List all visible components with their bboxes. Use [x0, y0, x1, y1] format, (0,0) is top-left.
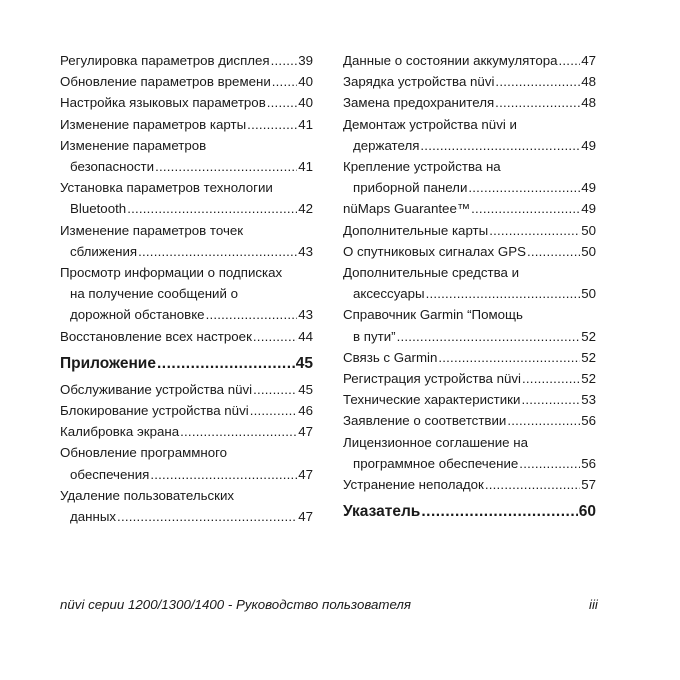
dot-leader — [471, 198, 580, 219]
toc-entry-title: Калибровка экрана — [60, 424, 180, 440]
toc-entry-title: Лицензионное соглашение на — [343, 434, 529, 450]
toc-entry-line — [60, 241, 313, 262]
toc-entry-line — [60, 352, 313, 376]
toc-entry-title: Удаление пользовательских — [60, 487, 235, 503]
toc-page-number: 50 — [581, 243, 596, 259]
toc-entry-title: дорожной обстановке — [70, 307, 205, 323]
dot-leader — [180, 421, 297, 442]
toc-entry-line — [343, 347, 596, 368]
toc-entry-line — [343, 50, 596, 71]
toc-entry-line — [60, 198, 313, 219]
dot-leader — [127, 198, 297, 219]
dot-leader — [495, 92, 580, 113]
toc-page-number: 52 — [581, 371, 596, 387]
toc-entry[interactable] — [60, 177, 313, 219]
toc-left-column — [60, 50, 313, 527]
toc-entry-title: программное обеспечение — [353, 455, 519, 471]
toc-entry-line — [60, 485, 313, 506]
toc-entry-line — [60, 400, 313, 421]
toc-section-heading[interactable] — [343, 500, 596, 524]
toc-entry-line — [343, 198, 596, 219]
toc-entry-line — [60, 464, 313, 485]
toc-entry-line — [60, 379, 313, 400]
toc-entry-line — [60, 262, 313, 283]
dot-leader — [267, 92, 297, 113]
toc-entry-line — [343, 114, 596, 135]
toc-entry[interactable] — [343, 262, 596, 304]
toc-entry[interactable] — [343, 198, 596, 219]
toc-entry-line — [60, 326, 313, 347]
toc-entry[interactable] — [343, 410, 596, 431]
toc-entry-line — [343, 156, 596, 177]
toc-entry-line — [60, 92, 313, 113]
toc-entry-title: Связь с Garmin — [343, 349, 438, 365]
toc-page-number: 49 — [581, 201, 596, 217]
dot-leader — [150, 464, 297, 485]
toc-entry-title: держателя — [353, 137, 420, 153]
dot-leader — [253, 326, 297, 347]
toc-entry-title: Демонтаж устройства nüvi и — [343, 116, 517, 132]
toc-page-number: 44 — [298, 328, 313, 344]
toc-section-heading[interactable] — [60, 352, 313, 376]
toc-page-number: 45 — [295, 354, 313, 372]
dot-leader — [495, 71, 580, 92]
toc-page-number: 52 — [581, 328, 596, 344]
toc-entry-title: Изменение параметров — [60, 137, 207, 153]
toc-entry-title: Замена предохранителя — [343, 95, 495, 111]
toc-entry-title: Установка параметров технологии — [60, 180, 273, 196]
dot-leader — [420, 135, 580, 156]
toc-entry-line — [343, 283, 596, 304]
toc-entry-title: в пути” — [353, 328, 396, 344]
toc-entry-line — [343, 410, 596, 431]
toc-page-number: 41 — [298, 116, 313, 132]
toc-entry[interactable] — [60, 400, 313, 421]
toc-entry-title: безопасности — [70, 159, 155, 175]
toc-entry-line — [60, 114, 313, 135]
toc-entry-line — [60, 283, 313, 304]
toc-page-number: 40 — [298, 74, 313, 90]
toc-entry[interactable] — [343, 114, 596, 156]
toc-entry-line — [343, 432, 596, 453]
dot-leader — [519, 453, 580, 474]
toc-entry[interactable] — [60, 442, 313, 484]
toc-page-number: 53 — [581, 392, 596, 408]
dot-leader — [426, 283, 581, 304]
toc-entry-title: Справочник Garmin “Помощь — [343, 307, 523, 323]
toc-entry-title: Устранение неполадок — [343, 477, 484, 493]
toc-page-number: 50 — [581, 222, 596, 238]
toc-entry-title: Изменение параметров точек — [60, 222, 244, 238]
toc-page-number: 56 — [581, 455, 596, 471]
toc-page-number: 52 — [581, 349, 596, 365]
toc-page-number: 43 — [298, 307, 313, 323]
toc-page-number: 49 — [581, 137, 596, 153]
toc-entry-title: обеспечения — [70, 466, 150, 482]
toc-entry-title: Заявление о соответствии — [343, 413, 507, 429]
dot-leader — [485, 474, 580, 495]
toc-entry-line — [343, 177, 596, 198]
toc-entry-title: данных — [70, 509, 117, 525]
toc-entry-title: Bluetooth — [70, 201, 127, 217]
toc-entry-line — [343, 389, 596, 410]
toc-entry[interactable] — [343, 368, 596, 389]
toc-entry-line — [60, 442, 313, 463]
dot-leader — [272, 71, 297, 92]
dot-leader — [250, 400, 298, 421]
footer-page-number: iii — [589, 597, 598, 612]
toc-entry-line — [343, 368, 596, 389]
toc-page-number: 60 — [578, 503, 596, 521]
toc-page-number: 49 — [581, 180, 596, 196]
toc-entry[interactable] — [60, 135, 313, 177]
dot-leader — [206, 304, 298, 325]
toc-entry[interactable] — [60, 379, 313, 400]
toc-entry-title: на получение сообщений о — [70, 286, 239, 302]
toc-entry[interactable] — [60, 92, 313, 113]
toc-entry-line — [60, 421, 313, 442]
toc-page-number: 56 — [581, 413, 596, 429]
toc-entry[interactable] — [60, 485, 313, 527]
toc-entry-line — [343, 304, 596, 325]
toc-entry-line — [60, 71, 313, 92]
toc-entry-line — [343, 474, 596, 495]
toc-entry[interactable] — [60, 220, 313, 262]
toc-entry-title: Настройка языковых параметров — [60, 95, 266, 111]
toc-entry-title: Восстановление всех настроек — [60, 328, 252, 344]
toc-entry-line — [343, 71, 596, 92]
dot-leader — [253, 379, 297, 400]
toc-entry[interactable] — [343, 71, 596, 92]
toc-entry-title: Приложение — [60, 354, 156, 372]
toc-page-number: 47 — [298, 466, 313, 482]
dot-leader — [271, 50, 298, 71]
toc-entry-title: Просмотр информации о подписках — [60, 265, 283, 281]
toc-entry-title: Дополнительные карты — [343, 222, 489, 238]
toc-entry[interactable] — [60, 262, 313, 326]
toc-page-number: 42 — [298, 201, 313, 217]
toc-page-number: 47 — [581, 53, 596, 68]
dot-leader — [559, 50, 581, 71]
dot-leader — [489, 220, 580, 241]
toc-entry[interactable] — [343, 474, 596, 495]
toc-entry[interactable] — [343, 92, 596, 113]
toc-entry-title: Обновление программного — [60, 445, 228, 461]
toc-entry-line — [343, 326, 596, 347]
dot-leader — [438, 347, 580, 368]
toc-page-number: 39 — [298, 53, 313, 68]
toc-entry-title: Данные о состоянии аккумулятора — [343, 53, 558, 68]
toc-entry-title: Зарядка устройства nüvi — [343, 74, 495, 90]
toc-entry-line — [343, 500, 596, 524]
toc-entry-line — [60, 220, 313, 241]
toc-entry-title: Обновление параметров времени — [60, 74, 271, 90]
toc-entry-title: Указатель — [343, 503, 421, 521]
toc-entry-line — [60, 135, 313, 156]
toc-entry-line — [343, 453, 596, 474]
toc-entry[interactable] — [343, 156, 596, 198]
toc-entry[interactable] — [343, 347, 596, 368]
toc-page-number: 47 — [298, 509, 313, 525]
dot-leader — [521, 389, 580, 410]
toc-entry-title: Блокирование устройства nüvi — [60, 403, 249, 419]
toc-entry-line — [60, 50, 313, 71]
toc-entry-line — [60, 156, 313, 177]
toc-entry-line — [60, 177, 313, 198]
toc-entry-line — [343, 135, 596, 156]
toc-page-number: 45 — [298, 381, 313, 397]
dot-leader — [138, 241, 297, 262]
toc-entry[interactable] — [60, 71, 313, 92]
toc-entry-title: Крепление устройства на — [343, 159, 501, 175]
toc-entry[interactable] — [343, 389, 596, 410]
dot-leader — [397, 326, 581, 347]
toc-entry-line — [343, 92, 596, 113]
toc-entry-title: сближения — [70, 243, 138, 259]
toc-page-number: 57 — [581, 477, 596, 493]
toc-entry[interactable] — [60, 421, 313, 442]
toc-entry[interactable] — [60, 326, 313, 347]
toc-entry-title: Дополнительные средства и — [343, 265, 520, 281]
toc-entry-title: О спутниковых сигналах GPS — [343, 243, 526, 259]
dot-leader — [155, 156, 297, 177]
toc-entry-title: Регистрация устройства nüvi — [343, 371, 522, 387]
toc-entry-line — [343, 220, 596, 241]
toc-page-number: 48 — [581, 74, 596, 90]
dot-leader — [527, 241, 580, 262]
toc-page-number: 41 — [298, 159, 313, 175]
dot-leader — [421, 500, 577, 524]
toc-page-number: 40 — [298, 95, 313, 111]
toc-page-number: 48 — [581, 95, 596, 111]
toc-page-number: 46 — [298, 403, 313, 419]
toc-page-number: 47 — [298, 424, 313, 440]
dot-leader — [157, 352, 295, 376]
toc-page-number: 50 — [581, 286, 596, 302]
toc-entry[interactable] — [343, 220, 596, 241]
toc-entry-title: Технические характеристики — [343, 392, 521, 408]
toc-entry-title: аксессуары — [353, 286, 425, 302]
toc-entry-line — [60, 506, 313, 527]
dot-leader — [247, 114, 297, 135]
toc-entry-title: Регулировка параметров дисплея — [60, 53, 270, 68]
dot-leader — [117, 506, 297, 527]
toc-entry-line — [343, 262, 596, 283]
dot-leader — [507, 410, 580, 431]
toc-entry-line — [60, 304, 313, 325]
toc-entry-title: Изменение параметров карты — [60, 116, 247, 132]
toc-entry[interactable] — [343, 50, 596, 71]
toc-entry-title: приборной панели — [353, 180, 468, 196]
dot-leader — [522, 368, 580, 389]
toc-entry[interactable] — [343, 432, 596, 474]
toc-entry[interactable] — [343, 304, 596, 346]
toc-entry-title: nüMaps Guarantee™ — [343, 201, 471, 217]
footer-manual-title: nüvi серии 1200/1300/1400 - Руководство пользователя — [60, 597, 412, 612]
toc-right-column — [343, 50, 596, 527]
toc-page-number: 43 — [298, 243, 313, 259]
toc-entry[interactable] — [60, 50, 313, 71]
dot-leader — [468, 177, 580, 198]
toc-entry-title: Обслуживание устройства nüvi — [60, 381, 253, 397]
toc-entry-line — [343, 241, 596, 262]
toc-entry[interactable] — [60, 114, 313, 135]
toc-entry[interactable] — [343, 241, 596, 262]
